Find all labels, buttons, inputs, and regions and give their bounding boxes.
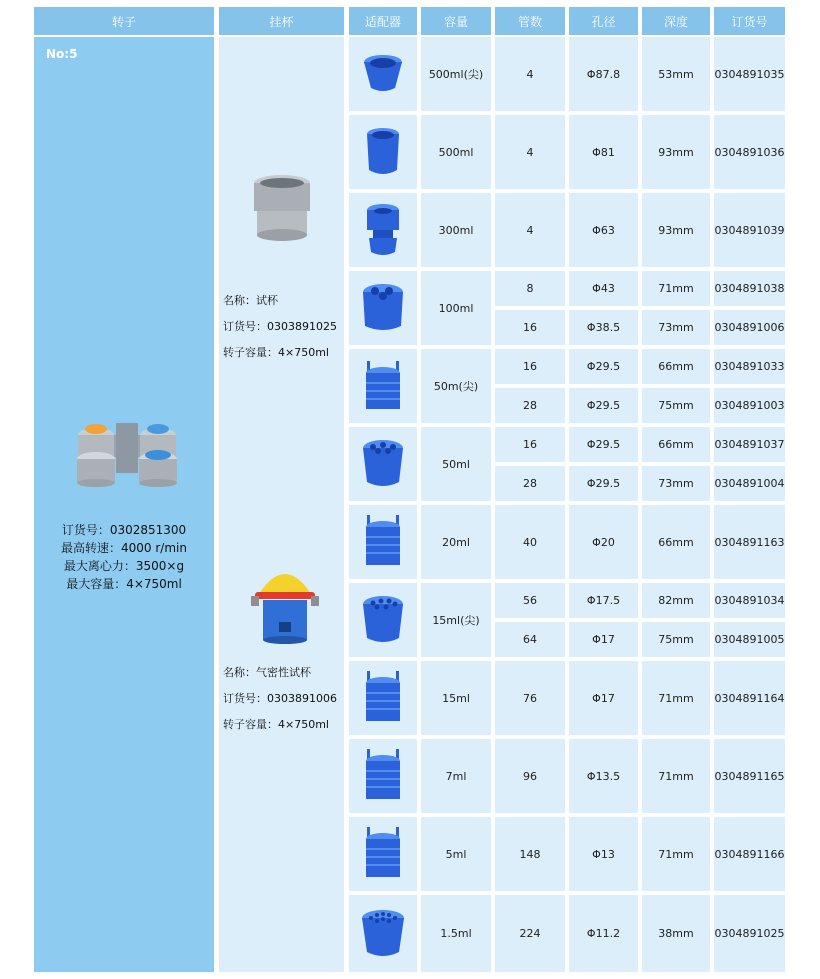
adapter-image bbox=[361, 54, 405, 94]
bucket-column bbox=[219, 37, 344, 972]
bore-cell: Φ17 bbox=[569, 661, 638, 735]
adapter-image bbox=[361, 126, 405, 178]
bore-cell: Φ29.5 bbox=[569, 349, 638, 384]
bore-cell: Φ17 bbox=[569, 622, 638, 657]
bucket2-order-no: 订货号：0303891006 bbox=[223, 692, 337, 705]
capacity-cell: 5ml bbox=[421, 817, 491, 891]
order-cell: 0304891036 bbox=[714, 115, 785, 189]
tubes-cell: 28 bbox=[495, 466, 565, 501]
capacity-cell: 100ml bbox=[421, 271, 491, 345]
order-cell: 0304891006 bbox=[714, 310, 785, 345]
tubes-cell: 8 bbox=[495, 271, 565, 306]
capacity-cell: 1.5ml bbox=[421, 895, 491, 972]
adapter-cell bbox=[349, 505, 417, 579]
order-cell: 0304891038 bbox=[714, 271, 785, 306]
header-order-no: 订货号 bbox=[714, 7, 785, 35]
adapter-image bbox=[359, 908, 407, 960]
bore-cell: Φ20 bbox=[569, 505, 638, 579]
bucket-image-test-cup bbox=[250, 173, 314, 243]
header-tubes: 管数 bbox=[495, 7, 565, 35]
bucket1-order-no: 订货号：0303891025 bbox=[223, 320, 337, 333]
depth-cell: 71mm bbox=[642, 271, 710, 306]
adapter-cell bbox=[349, 37, 417, 111]
adapter-cell bbox=[349, 817, 417, 891]
adapter-image bbox=[361, 202, 405, 258]
tubes-cell: 56 bbox=[495, 583, 565, 618]
depth-cell: 93mm bbox=[642, 193, 710, 267]
rotor-max-rcf: 最大离心力：3500×g bbox=[63, 559, 185, 573]
depth-cell: 75mm bbox=[642, 388, 710, 423]
capacity-cell: 300ml bbox=[421, 193, 491, 267]
capacity-cell: 50ml bbox=[421, 427, 491, 501]
tubes-cell: 16 bbox=[495, 427, 565, 462]
bore-cell: Φ29.5 bbox=[569, 466, 638, 501]
tubes-cell: 64 bbox=[495, 622, 565, 657]
order-cell: 0304891025 bbox=[714, 895, 785, 972]
rotor-column bbox=[34, 37, 214, 972]
depth-cell: 38mm bbox=[642, 895, 710, 972]
bucket2-capacity: 转子容量：4×750ml bbox=[223, 718, 329, 731]
bore-cell: Φ87.8 bbox=[569, 37, 638, 111]
adapter-image bbox=[359, 594, 407, 646]
depth-cell: 53mm bbox=[642, 37, 710, 111]
capacity-cell: 15ml bbox=[421, 661, 491, 735]
order-cell: 0304891037 bbox=[714, 427, 785, 462]
header-adapter: 适配器 bbox=[349, 7, 417, 35]
order-cell: 0304891165 bbox=[714, 739, 785, 813]
depth-cell: 93mm bbox=[642, 115, 710, 189]
order-cell: 0304891039 bbox=[714, 193, 785, 267]
order-cell: 0304891163 bbox=[714, 505, 785, 579]
tubes-cell: 40 bbox=[495, 505, 565, 579]
tubes-cell: 4 bbox=[495, 115, 565, 189]
capacity-cell: 15ml(尖) bbox=[421, 583, 491, 657]
rotor-max-speed: 最高转速：4000 r/min bbox=[61, 541, 187, 555]
bucket2-name: 名称：气密性试杯 bbox=[223, 666, 311, 679]
bore-cell: Φ29.5 bbox=[569, 427, 638, 462]
adapter-cell bbox=[349, 739, 417, 813]
adapter-image bbox=[361, 825, 405, 883]
depth-cell: 66mm bbox=[642, 349, 710, 384]
adapter-image bbox=[361, 357, 405, 415]
order-cell: 0304891166 bbox=[714, 817, 785, 891]
bore-cell: Φ11.2 bbox=[569, 895, 638, 972]
header-capacity: 容量 bbox=[421, 7, 491, 35]
tubes-cell: 96 bbox=[495, 739, 565, 813]
order-cell: 0304891033 bbox=[714, 349, 785, 384]
tubes-cell: 4 bbox=[495, 193, 565, 267]
header-bore: 孔径 bbox=[569, 7, 638, 35]
header-rotor: 转子 bbox=[34, 7, 214, 35]
bore-cell: Φ38.5 bbox=[569, 310, 638, 345]
bore-cell: Φ29.5 bbox=[569, 388, 638, 423]
capacity-cell: 50m(尖) bbox=[421, 349, 491, 423]
adapter-cell bbox=[349, 271, 417, 345]
depth-cell: 75mm bbox=[642, 622, 710, 657]
rotor-model: No:5 bbox=[46, 47, 78, 61]
adapter-cell bbox=[349, 193, 417, 267]
adapter-image bbox=[361, 747, 405, 805]
depth-cell: 71mm bbox=[642, 739, 710, 813]
rotor-max-capacity: 最大容量：4×750ml bbox=[66, 577, 182, 591]
bore-cell: Φ43 bbox=[569, 271, 638, 306]
order-cell: 0304891003 bbox=[714, 388, 785, 423]
tubes-cell: 148 bbox=[495, 817, 565, 891]
rotor-order-no: 订货号：0302851300 bbox=[61, 523, 187, 537]
order-cell: 0304891004 bbox=[714, 466, 785, 501]
bucket1-capacity: 转子容量：4×750ml bbox=[223, 346, 329, 359]
tubes-cell: 4 bbox=[495, 37, 565, 111]
bore-cell: Φ17.5 bbox=[569, 583, 638, 618]
depth-cell: 82mm bbox=[642, 583, 710, 618]
header-bucket: 挂杯 bbox=[219, 7, 344, 35]
bucket1-name: 名称：试杯 bbox=[223, 294, 278, 307]
header-depth: 深度 bbox=[642, 7, 710, 35]
bore-cell: Φ81 bbox=[569, 115, 638, 189]
capacity-cell: 7ml bbox=[421, 739, 491, 813]
bore-cell: Φ63 bbox=[569, 193, 638, 267]
bore-cell: Φ13 bbox=[569, 817, 638, 891]
adapter-image bbox=[361, 513, 405, 571]
bucket-image-sealed-cup bbox=[249, 562, 321, 644]
depth-cell: 66mm bbox=[642, 505, 710, 579]
order-cell: 0304891164 bbox=[714, 661, 785, 735]
adapter-cell bbox=[349, 661, 417, 735]
adapter-cell bbox=[349, 349, 417, 423]
order-cell: 0304891005 bbox=[714, 622, 785, 657]
tubes-cell: 16 bbox=[495, 349, 565, 384]
adapter-image bbox=[359, 438, 407, 490]
depth-cell: 66mm bbox=[642, 427, 710, 462]
adapter-cell bbox=[349, 583, 417, 657]
tubes-cell: 224 bbox=[495, 895, 565, 972]
rotor-image bbox=[72, 415, 182, 487]
tubes-cell: 76 bbox=[495, 661, 565, 735]
order-cell: 0304891035 bbox=[714, 37, 785, 111]
capacity-cell: 500ml bbox=[421, 115, 491, 189]
capacity-cell: 500ml(尖) bbox=[421, 37, 491, 111]
adapter-cell bbox=[349, 895, 417, 972]
capacity-cell: 20ml bbox=[421, 505, 491, 579]
depth-cell: 73mm bbox=[642, 466, 710, 501]
adapter-cell bbox=[349, 115, 417, 189]
adapter-cell bbox=[349, 427, 417, 501]
bore-cell: Φ13.5 bbox=[569, 739, 638, 813]
adapter-image bbox=[361, 669, 405, 727]
order-cell: 0304891034 bbox=[714, 583, 785, 618]
tubes-cell: 28 bbox=[495, 388, 565, 423]
depth-cell: 71mm bbox=[642, 661, 710, 735]
adapter-image bbox=[359, 282, 407, 334]
depth-cell: 73mm bbox=[642, 310, 710, 345]
tubes-cell: 16 bbox=[495, 310, 565, 345]
depth-cell: 71mm bbox=[642, 817, 710, 891]
